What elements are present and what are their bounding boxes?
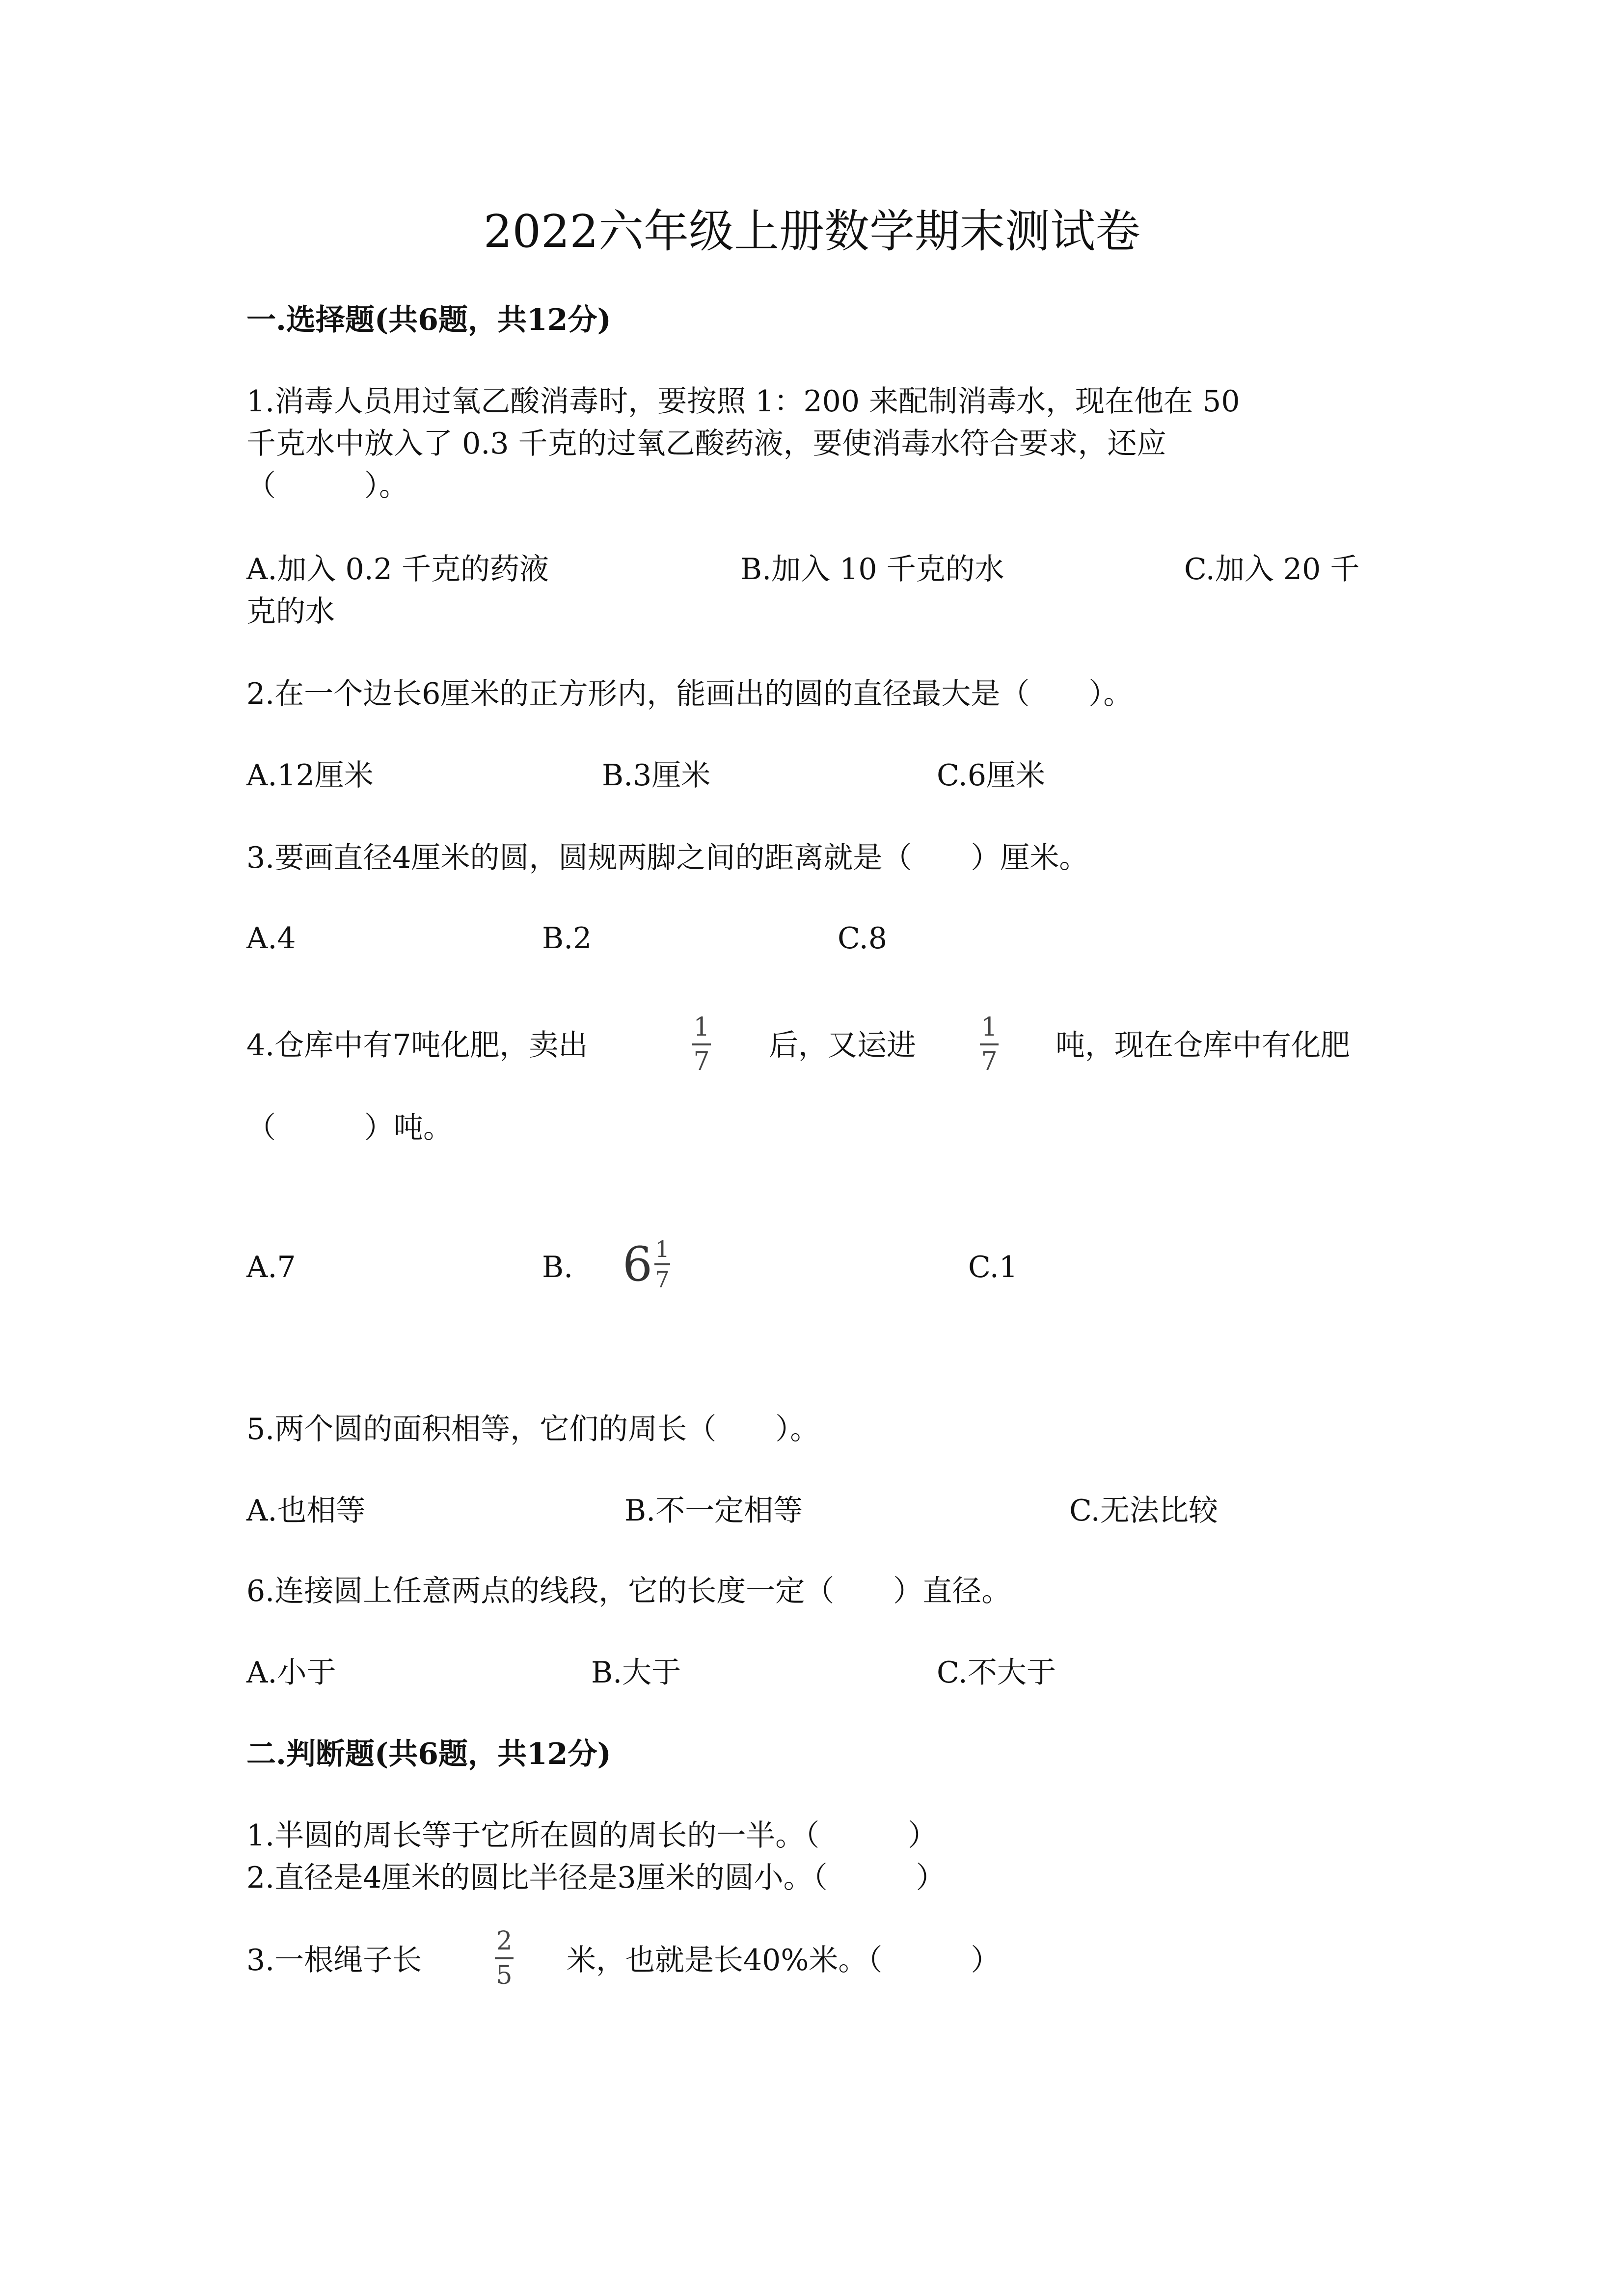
question-1-option-c[interactable]: C.加入 20 千: [1184, 552, 1360, 587]
question-4-text-part-1: 4.仓库中有7吨化肥，卖出: [246, 1028, 588, 1063]
fraction-bar: [495, 1957, 514, 1959]
fraction-numerator: 1: [655, 1236, 670, 1262]
question-3-option-a[interactable]: A.4: [246, 921, 296, 956]
true-false-question-1: 1.半圆的周长等于它所在圆的周长的一半。（ ）: [246, 1818, 938, 1853]
fraction-denominator: 7: [655, 1266, 670, 1293]
question-6-option-a[interactable]: A.小于: [246, 1655, 336, 1690]
fraction-one-seventh: [980, 1013, 999, 1076]
fraction-denominator: 7: [981, 1047, 998, 1076]
question-1-line-1: 1.消毒人员用过氧乙酸消毒时，要按照 1：200 来配制消毒水，现在他在 50: [246, 384, 1240, 419]
question-5-text: 5.两个圆的面积相等，它们的周长（ ）。: [246, 1412, 820, 1446]
fraction-bar: [692, 1043, 711, 1045]
question-5-option-c[interactable]: C.无法比较: [1069, 1494, 1218, 1528]
fraction-one-seventh: [692, 1013, 711, 1076]
question-4-text-part-3: 吨，现在仓库中有化肥: [1056, 1028, 1350, 1063]
question-4-text-part-2: 后，又运进: [769, 1028, 916, 1063]
question-1-line-2: 千克水中放入了 0.3 千克的过氧乙酸药液，要使消毒水符合要求，还应: [246, 427, 1166, 461]
question-4-option-a[interactable]: A.7: [246, 1250, 296, 1284]
question-2-text: 2.在一个边长6厘米的正方形内，能画出的圆的直径最大是（ ）。: [246, 677, 1133, 711]
true-false-question-2: 2.直径是4厘米的圆比半径是3厘米的圆小。（ ）: [246, 1861, 946, 1895]
question-5-option-b[interactable]: B.不一定相等: [624, 1494, 803, 1528]
question-3-text: 3.要画直径4厘米的圆，圆规两脚之间的距离就是（ ）厘米。: [246, 841, 1089, 875]
question-1-option-b[interactable]: B.加入 10 千克的水: [740, 552, 1004, 587]
fraction-numerator: 1: [981, 1013, 998, 1042]
fraction-two-fifths: [495, 1927, 514, 1990]
question-2-option-a[interactable]: A.12厘米: [246, 758, 374, 793]
section-heading-choice: 一.选择题(共6题，共12分): [246, 303, 611, 337]
question-6-option-c[interactable]: C.不大于: [937, 1655, 1056, 1690]
question-5-option-a[interactable]: A.也相等: [246, 1494, 366, 1528]
page-title: 2022六年级上册数学期末测试卷: [483, 205, 1141, 258]
fraction-numerator: 1: [693, 1013, 710, 1042]
question-6-option-b[interactable]: B.大于: [591, 1655, 681, 1690]
fraction-denominator: 5: [496, 1961, 513, 1990]
question-2-option-c[interactable]: C.6厘米: [937, 758, 1046, 793]
question-4-line-2: （ ）吨。: [246, 1111, 453, 1145]
question-6-text: 6.连接圆上任意两点的线段，它的长度一定（ ）直径。: [246, 1574, 1011, 1608]
question-3-option-b[interactable]: B.2: [542, 921, 592, 956]
question-1-line-3: （ ）。: [246, 469, 408, 503]
true-false-question-3-part-1: 3.一根绳子长: [246, 1943, 422, 1977]
question-4-option-b[interactable]: B.: [542, 1250, 573, 1284]
question-4-option-c[interactable]: C.1: [968, 1250, 1018, 1284]
question-1-option-c-continued: 克的水: [246, 594, 335, 629]
fraction-denominator: 7: [693, 1047, 710, 1076]
mixed-number-whole: 6: [623, 1237, 653, 1292]
question-2-option-b[interactable]: B.3厘米: [602, 758, 711, 793]
question-3-option-c[interactable]: C.8: [838, 921, 888, 956]
question-1-option-a[interactable]: A.加入 0.2 千克的药液: [246, 552, 549, 587]
section-heading-true-false: 二.判断题(共6题，共12分): [246, 1737, 611, 1771]
true-false-question-3-part-2: 米，也就是长40%米。（ ）: [567, 1943, 1001, 1977]
mixed-number-six-and-one-seventh[interactable]: [623, 1237, 670, 1292]
fraction-numerator: 2: [496, 1926, 513, 1956]
mixed-number-fraction: [654, 1237, 670, 1292]
fraction-bar: [654, 1263, 670, 1265]
fraction-bar: [980, 1043, 999, 1045]
